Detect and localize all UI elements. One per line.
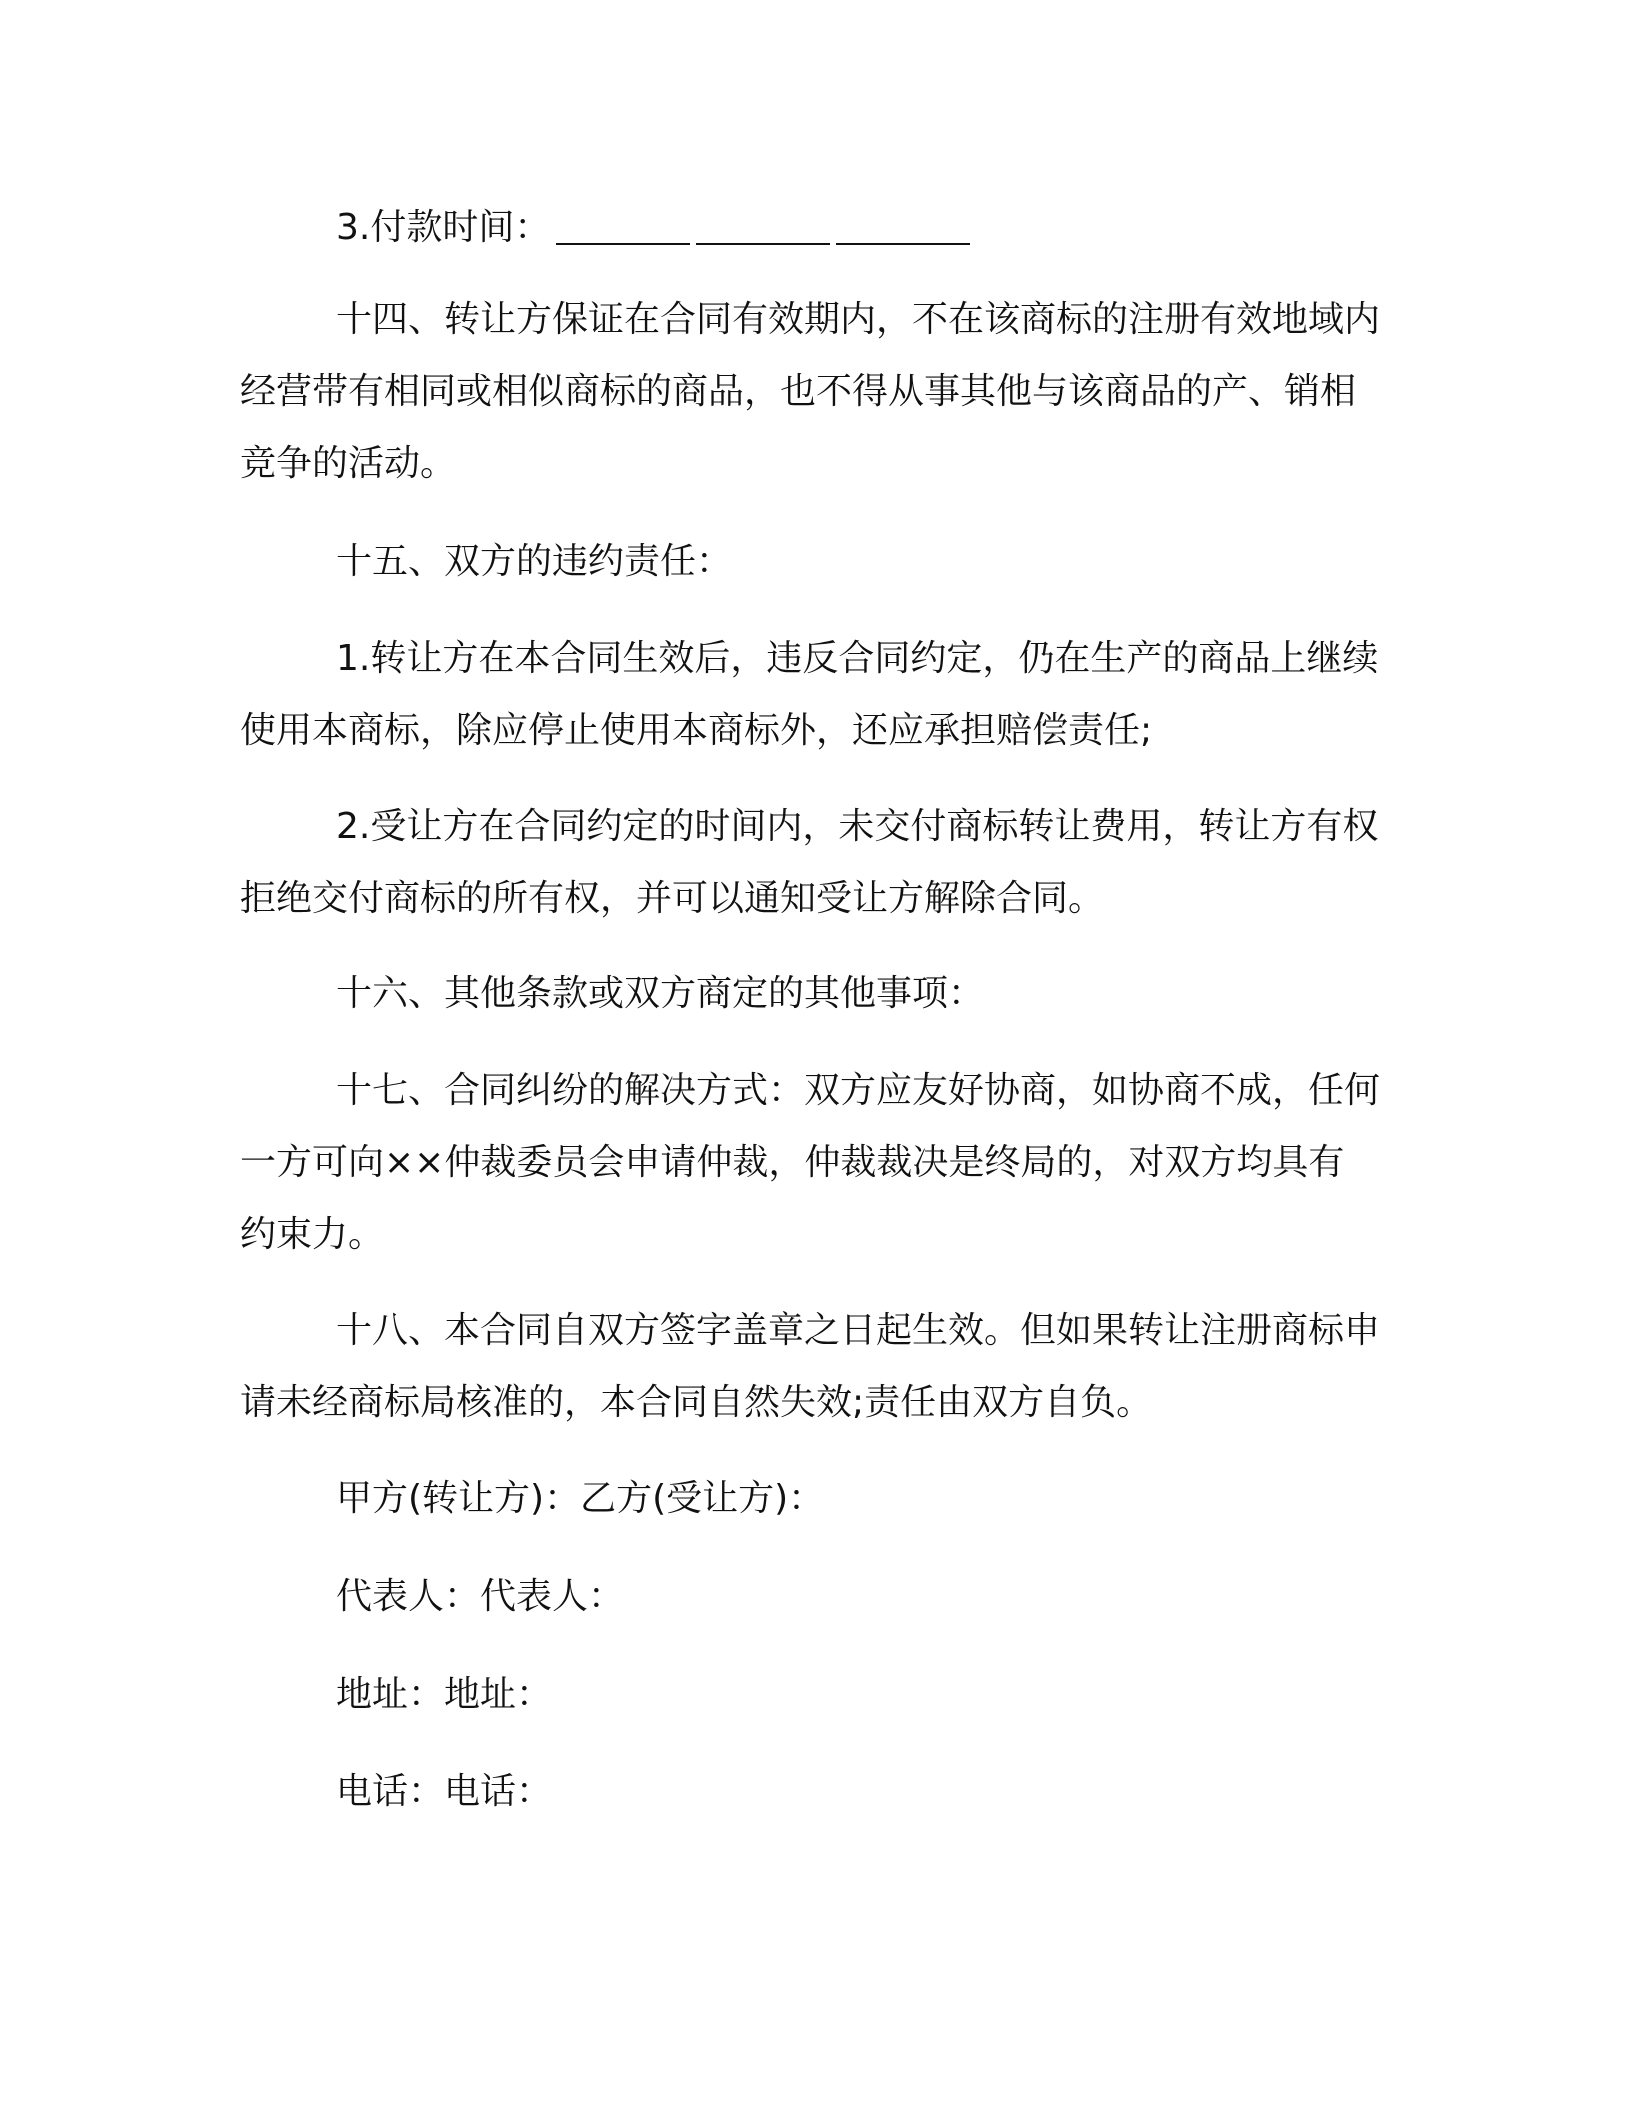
clause-17: 十七、合同纠纷的解决方式：双方应友好协商，如协商不成，任何一方可向××仲裁委员会申请仲裁，仲裁裁决是终局的，对双方均具有约束力。 bbox=[240, 1070, 1381, 1255]
signature-representative: 代表人：代表人： bbox=[336, 1576, 625, 1617]
payment-time-line bbox=[336, 192, 1476, 264]
clause-18: 十八、本合同自双方签字盖章之日起生效。但如果转让注册商标申请未经商标局核准的，本合同自然失效;责任由双方自负。 bbox=[240, 1310, 1381, 1423]
payment-time-blank-1 bbox=[556, 207, 690, 245]
payment-time-blank-3 bbox=[836, 207, 970, 245]
clause-15-item-2: 2.受让方在合同约定的时间内，未交付商标转让费用，转让方有权拒绝交付商标的所有权，并可以通知受让方解除合同。 bbox=[240, 806, 1379, 919]
signature-phone: 电话：电话： bbox=[336, 1771, 553, 1812]
payment-time-label: 3.付款时间： bbox=[336, 207, 551, 248]
clause-14: 十四、转让方保证在合同有效期内，不在该商标的注册有效地域内经营带有相同或相似商标的商品，也不得从事其他与该商品的产、销相竞争的活动。 bbox=[240, 299, 1381, 484]
clause-16: 十六、其他条款或双方商定的其他事项： bbox=[336, 973, 985, 1014]
clause-15-item-1: 1.转让方在本合同生效后，违反合同约定，仍在生产的商品上继续使用本商标，除应停止使用本商标外，还应承担赔偿责任; bbox=[240, 638, 1379, 751]
signature-address: 地址：地址： bbox=[336, 1674, 553, 1715]
clause-15-title: 十五、双方的违约责任： bbox=[336, 541, 733, 582]
payment-time-blank-2 bbox=[696, 207, 830, 245]
signature-parties: 甲方(转让方)：乙方(受让方)： bbox=[336, 1478, 825, 1519]
